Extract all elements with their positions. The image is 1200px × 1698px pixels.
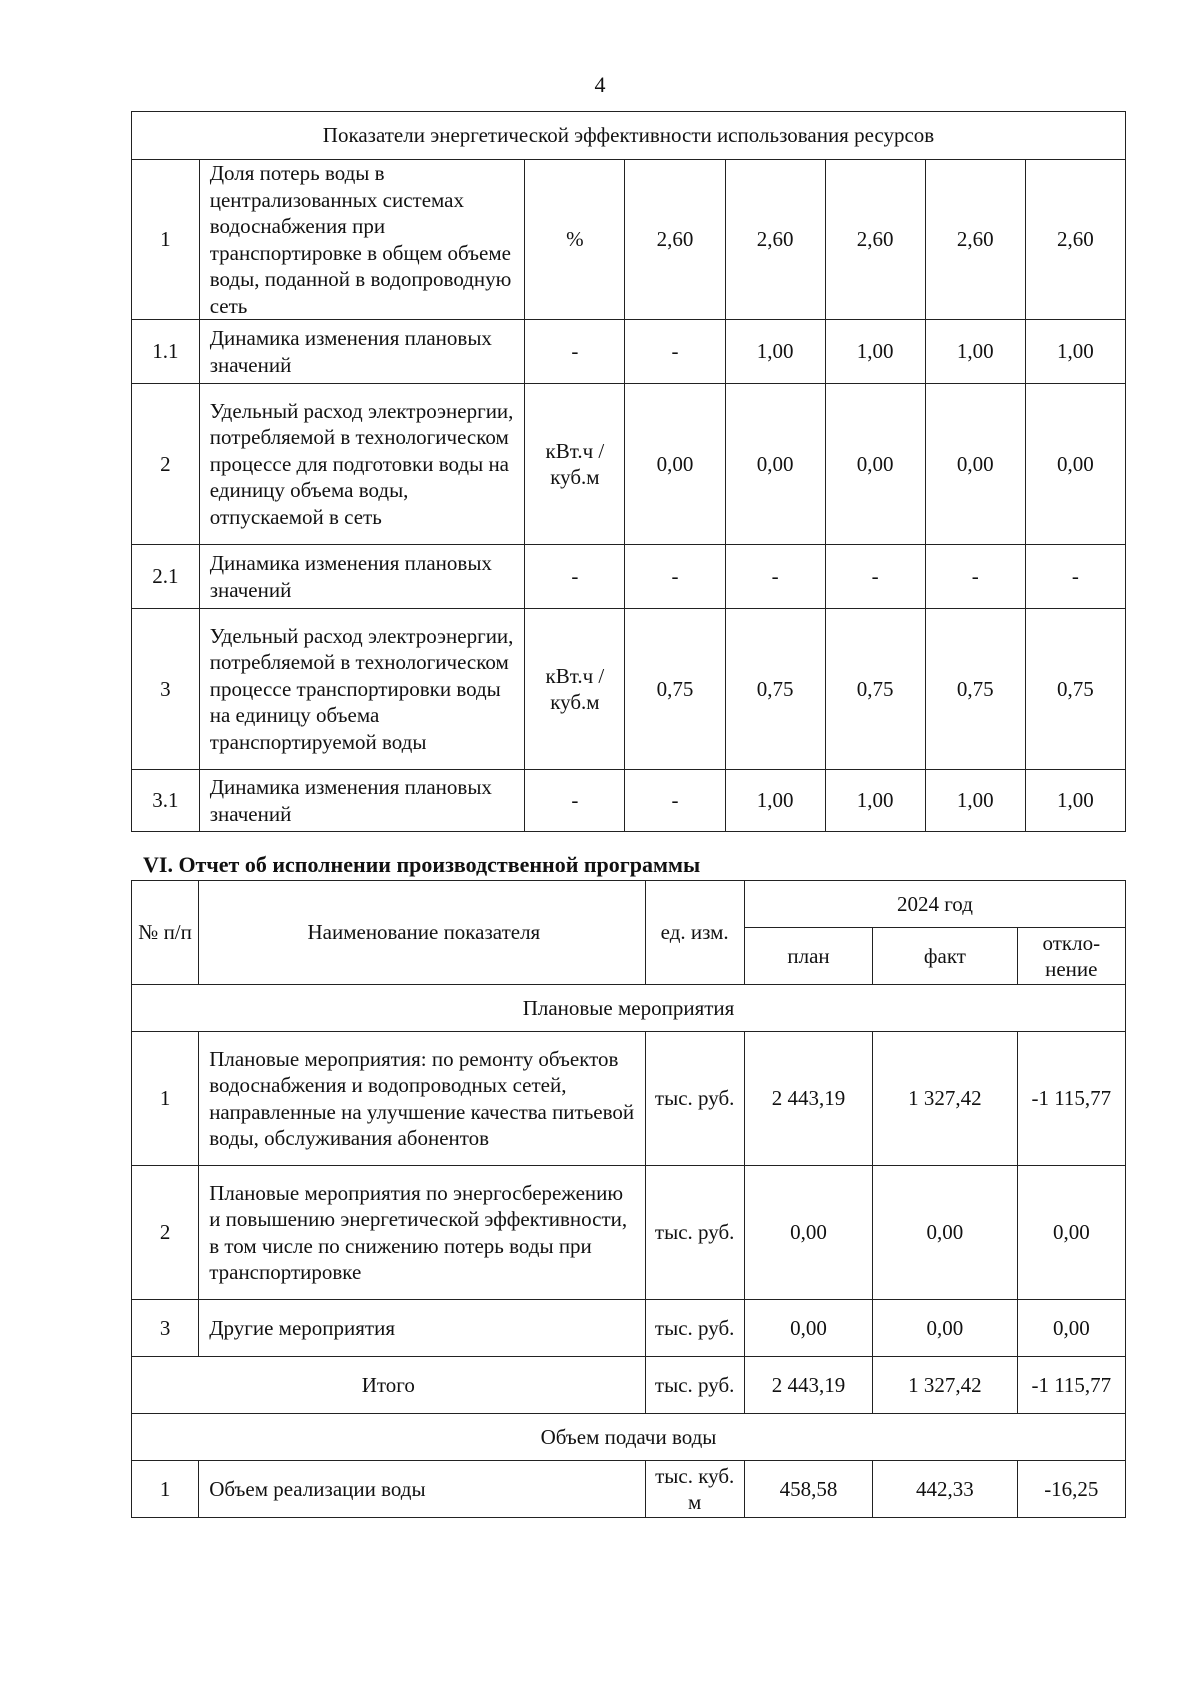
- row-value: 2,60: [625, 160, 725, 320]
- row-value: 0,75: [925, 609, 1025, 770]
- table-row: [132, 770, 1126, 832]
- row-unit: тыс. руб.: [645, 1166, 744, 1300]
- total-row: [132, 1357, 1126, 1414]
- row-unit: тыс. руб.: [645, 1032, 744, 1166]
- row-plan: 2 443,19: [744, 1032, 872, 1166]
- total-fact: 1 327,42: [873, 1357, 1017, 1414]
- total-plan: 2 443,19: [744, 1357, 872, 1414]
- row-deviation: 0,00: [1017, 1166, 1125, 1300]
- row-value: 1,00: [825, 770, 925, 832]
- row-unit: кВт.ч / куб.м: [525, 609, 625, 770]
- row-value: -: [825, 545, 925, 609]
- row-name: Удельный расход электроэнергии, потребляемой в технологическом процессе транспортировки воды на единицу объема транспортируемой воды: [199, 609, 525, 770]
- row-value: -: [1025, 545, 1125, 609]
- row-number: 1: [132, 1461, 199, 1518]
- group-title: Плановые мероприятия: [132, 985, 1126, 1032]
- row-number: 3: [132, 609, 200, 770]
- row-number: 2: [132, 1166, 199, 1300]
- row-value: 1,00: [725, 770, 825, 832]
- row-value: -: [625, 545, 725, 609]
- total-unit: тыс. руб.: [645, 1357, 744, 1414]
- row-fact: 1 327,42: [873, 1032, 1017, 1166]
- row-unit: %: [525, 160, 625, 320]
- row-value: 2,60: [925, 160, 1025, 320]
- row-deviation: -16,25: [1017, 1461, 1125, 1518]
- row-value: 2,60: [1025, 160, 1125, 320]
- row-fact: 0,00: [873, 1166, 1017, 1300]
- group-row: [132, 1414, 1126, 1461]
- production-program-report-table: [131, 880, 1126, 1518]
- row-value: 2,60: [725, 160, 825, 320]
- row-value: 0,00: [625, 384, 725, 545]
- total-label: Итого: [132, 1357, 646, 1414]
- row-value: 0,75: [825, 609, 925, 770]
- row-plan: 458,58: [744, 1461, 872, 1518]
- row-number: 1: [132, 160, 200, 320]
- row-unit: -: [525, 320, 625, 384]
- row-value: 1,00: [825, 320, 925, 384]
- total-deviation: -1 115,77: [1017, 1357, 1125, 1414]
- row-deviation: 0,00: [1017, 1300, 1125, 1357]
- col-header-name: Наименование показателя: [199, 881, 645, 985]
- row-unit: кВт.ч / куб.м: [525, 384, 625, 545]
- row-number: 3: [132, 1300, 199, 1357]
- row-number: 3.1: [132, 770, 200, 832]
- row-deviation: -1 115,77: [1017, 1032, 1125, 1166]
- row-value: 1,00: [925, 770, 1025, 832]
- row-value: 1,00: [1025, 320, 1125, 384]
- row-unit: тыс. куб. м: [645, 1461, 744, 1518]
- row-number: 2: [132, 384, 200, 545]
- table-header-row: [132, 112, 1126, 160]
- table-row: [132, 609, 1126, 770]
- row-value: -: [625, 770, 725, 832]
- table-row: [132, 545, 1126, 609]
- row-value: 0,75: [625, 609, 725, 770]
- row-number: 1.1: [132, 320, 200, 384]
- row-value: 0,00: [925, 384, 1025, 545]
- col-header-deviation: откло-нение: [1017, 928, 1125, 985]
- table-row: [132, 1166, 1126, 1300]
- row-value: -: [725, 545, 825, 609]
- row-name: Динамика изменения плановых значений: [199, 770, 525, 832]
- table-row: [132, 1032, 1126, 1166]
- group-title: Объем подачи воды: [132, 1414, 1126, 1461]
- row-number: 2.1: [132, 545, 200, 609]
- table-header-row: [132, 881, 1126, 928]
- page-number: 4: [594, 72, 606, 97]
- table-row: [132, 320, 1126, 384]
- col-header-unit: ед. изм.: [645, 881, 744, 985]
- row-value: 0,00: [825, 384, 925, 545]
- section-title: VI. Отчет об исполнении производственной программы: [143, 852, 701, 877]
- table-row: [132, 160, 1126, 320]
- row-value: 1,00: [1025, 770, 1125, 832]
- energy-efficiency-table: [131, 111, 1126, 832]
- row-name: Объем реализации воды: [199, 1461, 645, 1518]
- table-row: [132, 1300, 1126, 1357]
- col-header-fact: факт: [873, 928, 1017, 985]
- row-value: -: [625, 320, 725, 384]
- row-name: Плановые мероприятия: по ремонту объектов водоснабжения и водопроводных сетей, направленные на улучшение качества питьевой воды, обслуживания абонентов: [199, 1032, 645, 1166]
- table-row: [132, 1461, 1126, 1518]
- row-value: 2,60: [825, 160, 925, 320]
- row-value: -: [925, 545, 1025, 609]
- row-name: Динамика изменения плановых значений: [199, 545, 525, 609]
- row-name: Плановые мероприятия по энергосбережению и повышению энергетической эффективности, в том числе по снижению потерь воды при транспортировке: [199, 1166, 645, 1300]
- row-value: 1,00: [725, 320, 825, 384]
- col-header-plan: план: [744, 928, 872, 985]
- row-value: 0,75: [725, 609, 825, 770]
- row-value: 0,75: [1025, 609, 1125, 770]
- row-name: Доля потерь воды в централизованных системах водоснабжения при транспортировке в общем объеме воды, поданной в водопроводную сеть: [199, 160, 525, 320]
- row-fact: 442,33: [873, 1461, 1017, 1518]
- row-value: 0,00: [725, 384, 825, 545]
- row-name: Удельный расход электроэнергии, потребляемой в технологическом процессе для подготовки воды на единицу объема воды, отпускаемой в сеть: [199, 384, 525, 545]
- row-unit: -: [525, 770, 625, 832]
- row-name: Другие мероприятия: [199, 1300, 645, 1357]
- row-value: 1,00: [925, 320, 1025, 384]
- row-number: 1: [132, 1032, 199, 1166]
- row-plan: 0,00: [744, 1300, 872, 1357]
- row-value: 0,00: [1025, 384, 1125, 545]
- col-header-number: № п/п: [132, 881, 199, 985]
- row-fact: 0,00: [873, 1300, 1017, 1357]
- row-plan: 0,00: [744, 1166, 872, 1300]
- row-name: Динамика изменения плановых значений: [199, 320, 525, 384]
- row-unit: тыс. руб.: [645, 1300, 744, 1357]
- col-header-year: 2024 год: [744, 881, 1125, 928]
- row-unit: -: [525, 545, 625, 609]
- table-row: [132, 384, 1126, 545]
- group-row: [132, 985, 1126, 1032]
- table-header: Показатели энергетической эффективности использования ресурсов: [132, 112, 1126, 160]
